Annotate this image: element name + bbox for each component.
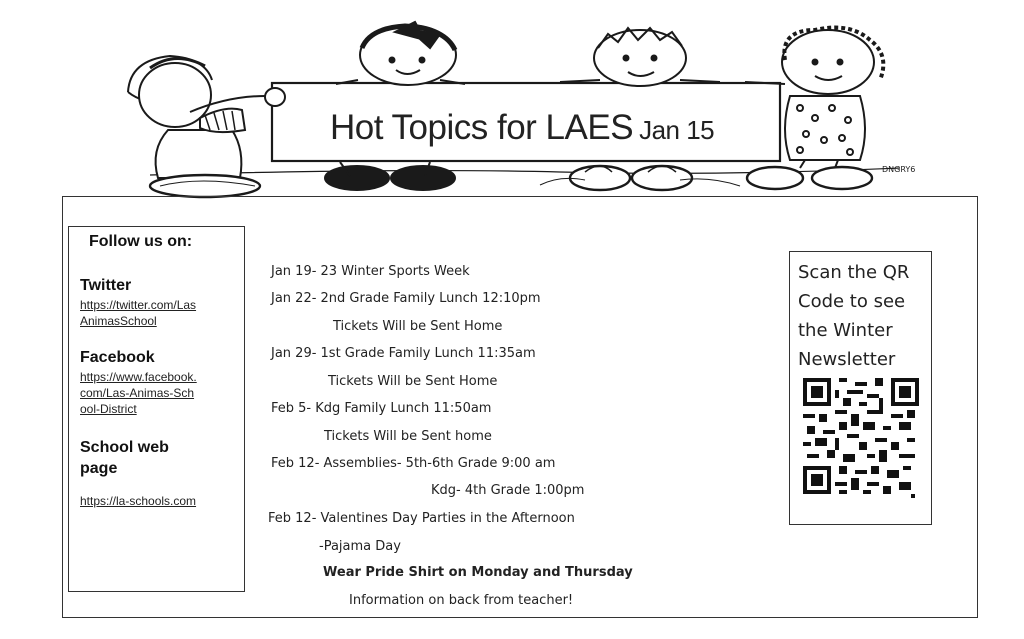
follow-panel [68, 226, 245, 592]
event-line: Feb 12- Valentines Day Parties in the Afternoon [268, 511, 575, 526]
event-line: Jan 29- 1st Grade Family Lunch 11:35am [271, 346, 536, 361]
event-line: Tickets Will be Sent Home [333, 319, 503, 334]
school-web-label: School web page [80, 439, 169, 477]
facebook-link[interactable]: https://www.facebook.com/Las-Animas-School-District [80, 370, 197, 416]
event-line: Tickets Will be Sent home [324, 429, 492, 444]
follow-heading: Follow us on: [89, 233, 193, 250]
twitter-label: Twitter [80, 277, 132, 294]
event-line: Jan 22- 2nd Grade Family Lunch 12:10pm [271, 291, 541, 306]
event-line: Feb 12- Assemblies- 5th-6th Grade 9:00 am [271, 456, 556, 471]
event-line: Kdg- 4th Grade 1:00pm [431, 483, 585, 498]
school-web-link[interactable]: https://la-schools.com [80, 494, 197, 508]
artist-signature: DNGRY6 [882, 165, 916, 174]
title-text: Hot Topics for LAES [330, 108, 634, 147]
event-line-bold: Wear Pride Shirt on Monday and Thursday [323, 565, 633, 580]
page-title [330, 108, 714, 148]
twitter-link[interactable]: https://twitter.com/LasAnimasSchool [80, 298, 197, 328]
event-line: -Pajama Day [319, 539, 401, 554]
kids-banner-illustration [0, 0, 1024, 200]
facebook-label: Facebook [80, 349, 155, 366]
kid-1 [128, 56, 285, 197]
event-line: Tickets Will be Sent Home [328, 374, 498, 389]
qr-panel [789, 251, 932, 525]
qr-caption: Scan the QR Code to see the Winter Newsletter [798, 262, 910, 370]
qr-code[interactable] [803, 378, 919, 502]
title-date: Jan 15 [639, 115, 715, 145]
event-line: Feb 5- Kdg Family Lunch 11:50am [271, 401, 492, 416]
event-line: Information on back from teacher! [349, 593, 574, 608]
event-line: Jan 19- 23 Winter Sports Week [271, 264, 470, 279]
